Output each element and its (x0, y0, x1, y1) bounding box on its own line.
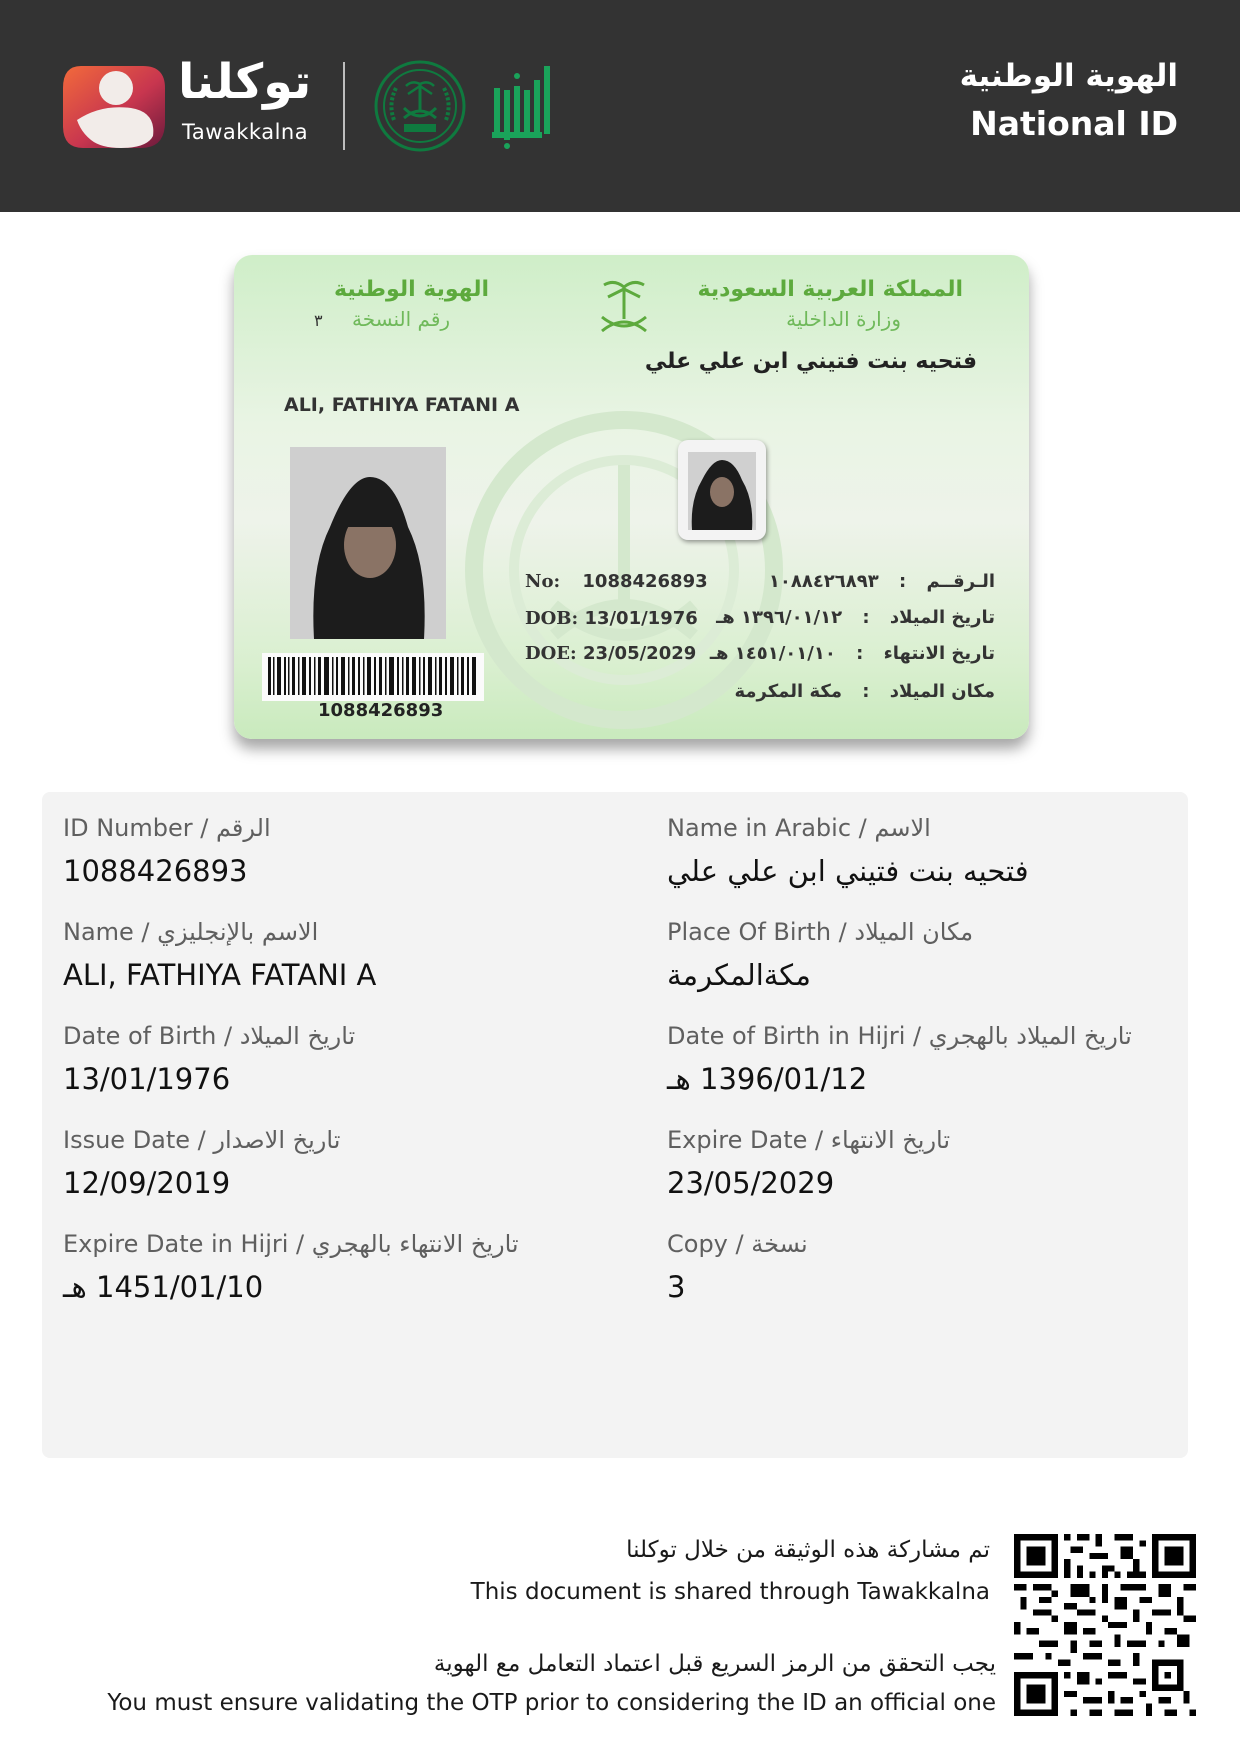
card-colon-3: : (856, 643, 864, 664)
date-of-birth-value: 13/01/1976 (63, 1062, 231, 1096)
tawakkalna-logo-icon (61, 60, 166, 150)
card-pob-label-arabic: مكان الميلاد (889, 681, 995, 702)
card-number-label-arabic: الـرقــم (926, 571, 995, 592)
national-id-card (234, 255, 1029, 739)
card-holder-photo-small (678, 440, 766, 540)
card-doe-value-arabic: ١٤٥١/٠١/١٠ هـ (709, 643, 836, 664)
footer-shared-english: This document is shared through Tawakkalna (470, 1579, 990, 1605)
header-title-english: National ID (970, 104, 1178, 143)
card-dob-label-arabic: تاريخ الميلاد (889, 607, 995, 628)
card-name-english: ALI, FATHIYA FATANI A (284, 394, 520, 416)
card-ministry-arabic: وزارة الداخلية (786, 307, 901, 331)
name-arabic-label: Name in Arabic / الاسم (667, 814, 931, 842)
issue-date-label: Issue Date / تاريخ الاصدار (63, 1126, 341, 1154)
card-pob-value-arabic: مكة المكرمة (734, 681, 842, 702)
barcode-icon (262, 653, 484, 701)
card-copy-label-arabic: رقم النسخة (352, 307, 451, 331)
card-number-arabic-row (769, 571, 995, 592)
copy-label: Copy / نسخة (667, 1230, 808, 1258)
card-doe-label-arabic: تاريخ الانتهاء (883, 643, 995, 664)
id-number-value: 1088426893 (63, 854, 248, 888)
date-of-birth-label: Date of Birth / تاريخ الميلاد (63, 1022, 356, 1050)
saudi-emblem-icon (374, 60, 466, 152)
tawakkalna-name-english: Tawakkalna (182, 120, 309, 144)
place-of-birth-value: مكةالمكرمة (667, 958, 811, 992)
card-colon-1: : (899, 571, 907, 592)
expire-date-label: Expire Date / تاريخ الانتهاء (667, 1126, 951, 1154)
person-photo-small-icon (678, 440, 766, 540)
date-of-birth-hijri-label: Date of Birth in Hijri / تاريخ الميلاد بالهجري (667, 1022, 1132, 1050)
header-divider (343, 62, 345, 150)
card-dob-row (525, 608, 698, 629)
name-arabic-value: فتحيه بنت فتيني ابن علي علي (667, 854, 1029, 888)
card-name-arabic: فتحيه بنت فتيني ابن علي علي (644, 349, 977, 374)
id-number-label: ID Number / الرقم (63, 814, 271, 842)
card-dob-value: 13/01/1976 (584, 608, 698, 629)
issue-date-value: 12/09/2019 (63, 1166, 231, 1200)
copy-value: 3 (667, 1270, 686, 1304)
card-colon-2: : (862, 607, 870, 628)
card-dob-arabic-row (716, 607, 995, 628)
qr-code-icon[interactable] (1014, 1534, 1196, 1716)
card-doe-label: DOE: (525, 643, 577, 664)
footer-verify-arabic: يجب التحقق من الرمز السريع قبل اعتماد التعامل مع الهوية (433, 1651, 996, 1677)
card-dob-value-arabic: ١٣٩٦/٠١/١٢ هـ (716, 607, 843, 628)
palm-swords-icon (594, 273, 654, 337)
card-no-label: No: (525, 571, 561, 592)
card-no-row (525, 571, 708, 592)
tawakkalna-name-arabic: توكلنا (178, 54, 312, 110)
expire-date-hijri-value: 1451/01/10 هـ (63, 1270, 264, 1304)
header-title-arabic: الهوية الوطنية (959, 58, 1178, 94)
name-english-label: Name / الاسم بالإنجليزي (63, 918, 319, 946)
expire-date-value: 23/05/2029 (667, 1166, 835, 1200)
card-dob-label: DOB: (525, 608, 579, 629)
card-number-value-arabic: ١٠٨٨٤٢٦٨٩٣ (768, 571, 879, 592)
card-national-id-arabic: الهوية الوطنية (334, 277, 489, 302)
place-of-birth-label: Place Of Birth / مكان الميلاد (667, 918, 974, 946)
person-photo-icon (290, 447, 446, 639)
card-doe-row (525, 643, 696, 664)
card-kingdom-arabic: المملكة العربية السعودية (697, 277, 963, 302)
card-holder-photo (290, 447, 446, 639)
card-colon-4: : (862, 681, 870, 702)
expire-date-hijri-label: Expire Date in Hijri / تاريخ الانتهاء بالهجري (63, 1230, 519, 1258)
name-english-value: ALI, FATHIYA FATANI A (63, 958, 377, 992)
id-details-panel (42, 792, 1188, 1458)
card-doe-value: 23/05/2029 (582, 643, 697, 664)
card-copy-number-arabic: ٣ (314, 311, 323, 330)
footer-verify-english: You must ensure validating the OTP prior to considering the ID an official one (107, 1690, 996, 1716)
absher-logo-icon (490, 60, 552, 152)
page-header (0, 0, 1240, 212)
date-of-birth-hijri-value: 1396/01/12 هـ (667, 1062, 868, 1096)
card-no-value: 1088426893 (582, 571, 708, 592)
card-doe-arabic-row (710, 643, 995, 664)
barcode-number: 1088426893 (318, 700, 444, 721)
footer-shared-arabic: تم مشاركة هذه الوثيقة من خلال توكلنا (626, 1537, 990, 1563)
card-pob-arabic-row (734, 681, 995, 702)
